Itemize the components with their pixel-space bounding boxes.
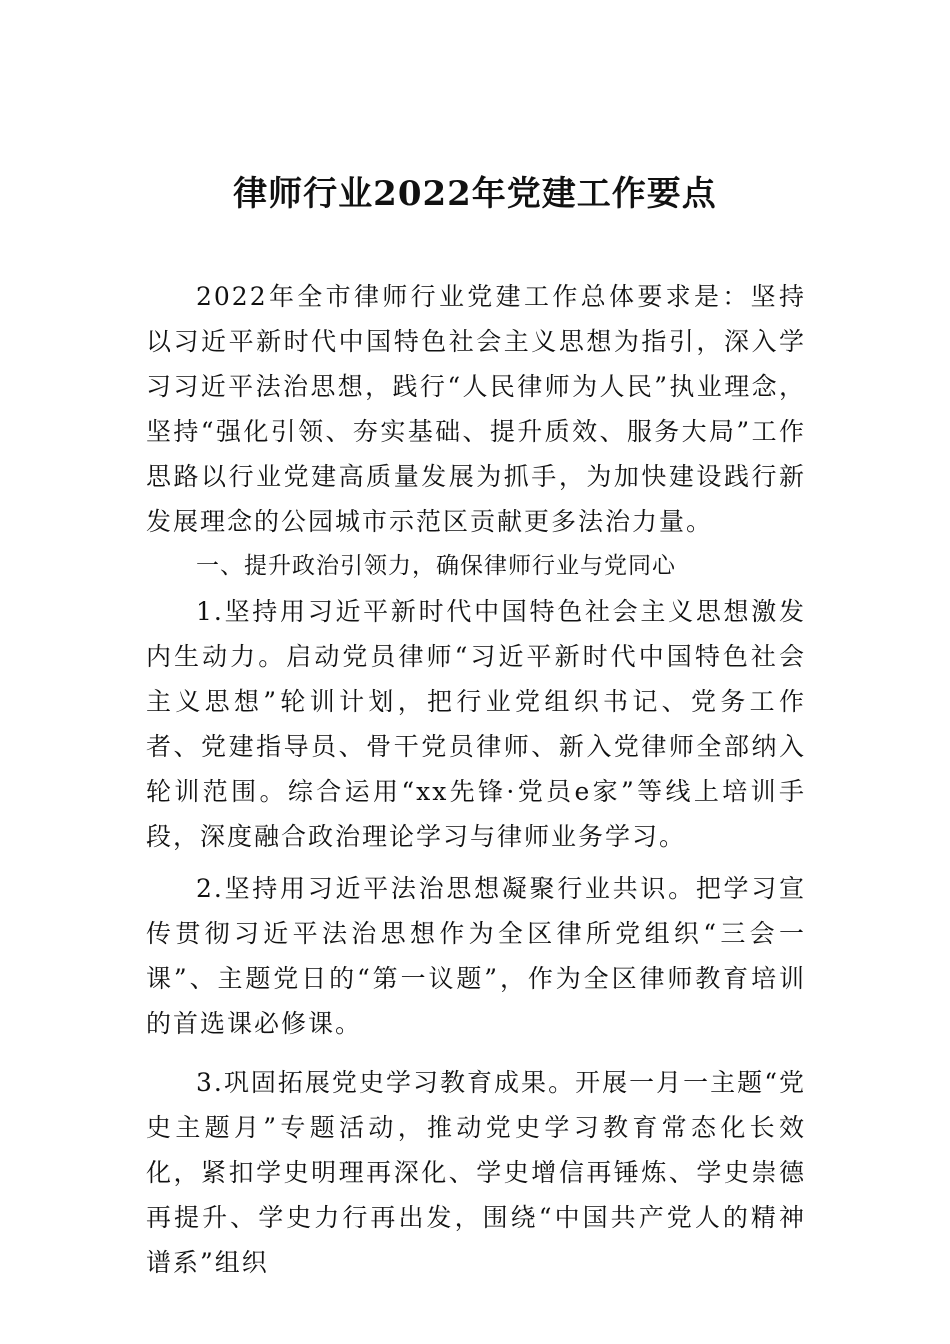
document-body (146, 274, 806, 1285)
item-3-paragraph: 3.巩固拓展党史学习教育成果。开展一月一主题“党史主题月”专题活动，推动党史学习教育常态化长效化，紧扣学史明理再深化、学史增信再锤炼、学史崇德再提升、学史力行再出发，围绕“中国共产党人的精神谱系”组织 (146, 1068, 806, 1277)
section-heading: 一、提升政治引领力，确保律师行业与党同心 (196, 553, 676, 579)
item-1-paragraph: 1.坚持用习近平新时代中国特色社会主义思想激发内生动力。启动党员律师“习近平新时代中国特色社会主义思想”轮训计划，把行业党组织书记、党务工作者、党建指导员、骨干党员律师、新入党律师全部纳入轮训范围。综合运用“xx先锋·党员e家”等线上培训手段，深度融合政治理论学习与律师业务学习。 (146, 597, 806, 851)
intro-paragraph: 2022年全市律师行业党建工作总体要求是：坚持以习近平新时代中国特色社会主义思想为指引，深入学习习近平法治思想，践行“人民律师为人民”执业理念，坚持“强化引领、夯实基础、提升质效、服务大局”工作思路以行业党建高质量发展为抓手，为加快建设践行新发展理念的公园城市示范区贡献更多法治力量。 (146, 282, 806, 536)
document-title: 律师行业2022年党建工作要点 (233, 174, 717, 214)
item-2-paragraph: 2.坚持用习近平法治思想凝聚行业共识。把学习宣传贯彻习近平法治思想作为全区律所党组织“三会一课”、主题党日的“第一议题”，作为全区律师教育培训的首选课必修课。 (146, 874, 806, 1038)
